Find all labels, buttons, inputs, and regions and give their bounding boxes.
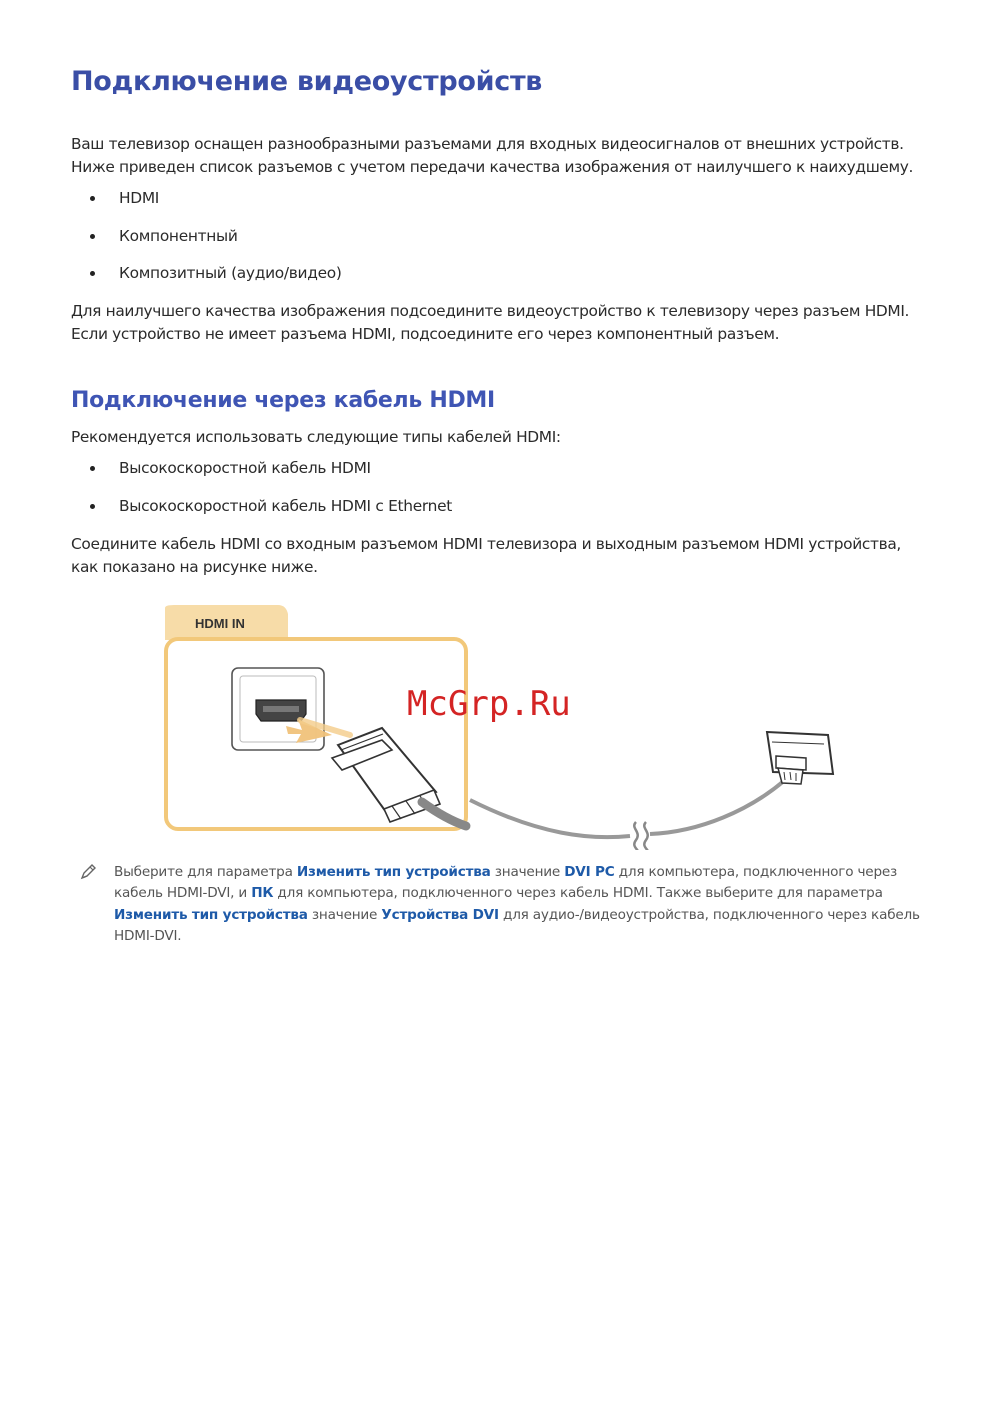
note-line-1: Выберите для параметра Изменить тип устройства значение DVI PC для компьютера, подключенного через	[114, 864, 898, 880]
setting-value: DVI PC	[564, 864, 615, 880]
note-text	[114, 862, 920, 947]
instruction-line-2: как показано на рисунке ниже.	[71, 558, 318, 576]
note-line-4: HDMI-DVI.	[114, 927, 182, 944]
instruction-paragraph	[71, 533, 941, 579]
bullet-icon	[90, 234, 95, 239]
recommendation-line-2: Если устройство не имеет разъема HDMI, подсоедините его через компонентный разъем.	[71, 325, 780, 343]
list-item	[90, 225, 238, 248]
setting-value: Устройства DVI	[381, 906, 499, 923]
section-heading: Подключение через кабель HDMI	[71, 388, 495, 413]
hdmi-cable-outer	[470, 800, 630, 837]
list-item-label: Высокоскоростной кабель HDMI с Ethernet	[119, 497, 453, 515]
bullet-icon	[90, 504, 95, 509]
recommendation-line-1: Для наилучшего качества изображения подсоедините видеоустройство к телевизору через разъем HDMI.	[71, 302, 910, 320]
pencil-note-icon	[78, 862, 98, 882]
instruction-line-1: Соедините кабель HDMI со входным разъемом HDMI телевизора и выходным разъемом HDMI устройства,	[71, 535, 901, 553]
hdmi-connection-illustration	[160, 600, 850, 850]
port-label: HDMI IN	[195, 616, 245, 631]
setting-name: Изменить тип устройства	[114, 906, 308, 923]
list-item	[90, 495, 452, 518]
note-line-2: кабель HDMI-DVI, и ПК для компьютера, подключенного через кабель HDMI. Также выберите для параметра	[114, 885, 883, 902]
setting-name: Изменить тип устройства	[296, 864, 491, 880]
note-line-3: Изменить тип устройства значение Устройства DVI для аудио-/видеоустройства, подключенного через кабель	[114, 906, 920, 923]
section-lead-text: Рекомендуется использовать следующие типы кабелей HDMI:	[71, 428, 561, 446]
page-title: Подключение видеоустройств	[71, 66, 543, 97]
intro-line-2: Ниже приведен список разъемов с учетом передачи качества изображения от наилучшего к наихудшему.	[71, 158, 914, 176]
list-item	[90, 187, 159, 210]
bullet-icon	[90, 196, 95, 201]
list-item-label: Компонентный	[119, 227, 238, 245]
list-item	[90, 457, 371, 480]
bullet-icon	[90, 466, 95, 471]
setting-value: ПК	[251, 885, 274, 902]
device-connector-icon	[767, 732, 833, 784]
recommendation-paragraph	[71, 300, 941, 346]
cable-break-icon	[634, 822, 639, 850]
intro-line-1: Ваш телевизор оснащен разнообразными разъемами для входных видеосигналов от внешних устройств.	[71, 135, 904, 153]
bullet-icon	[90, 271, 95, 276]
intro-paragraph	[71, 133, 941, 179]
list-item-label: HDMI	[119, 189, 160, 207]
list-item-label: Композитный (аудио/видео)	[119, 264, 342, 282]
list-item	[90, 262, 342, 285]
list-item-label: Высокоскоростной кабель HDMI	[119, 459, 371, 477]
section-lead	[71, 426, 941, 449]
watermark: McGrp.Ru	[407, 684, 571, 724]
